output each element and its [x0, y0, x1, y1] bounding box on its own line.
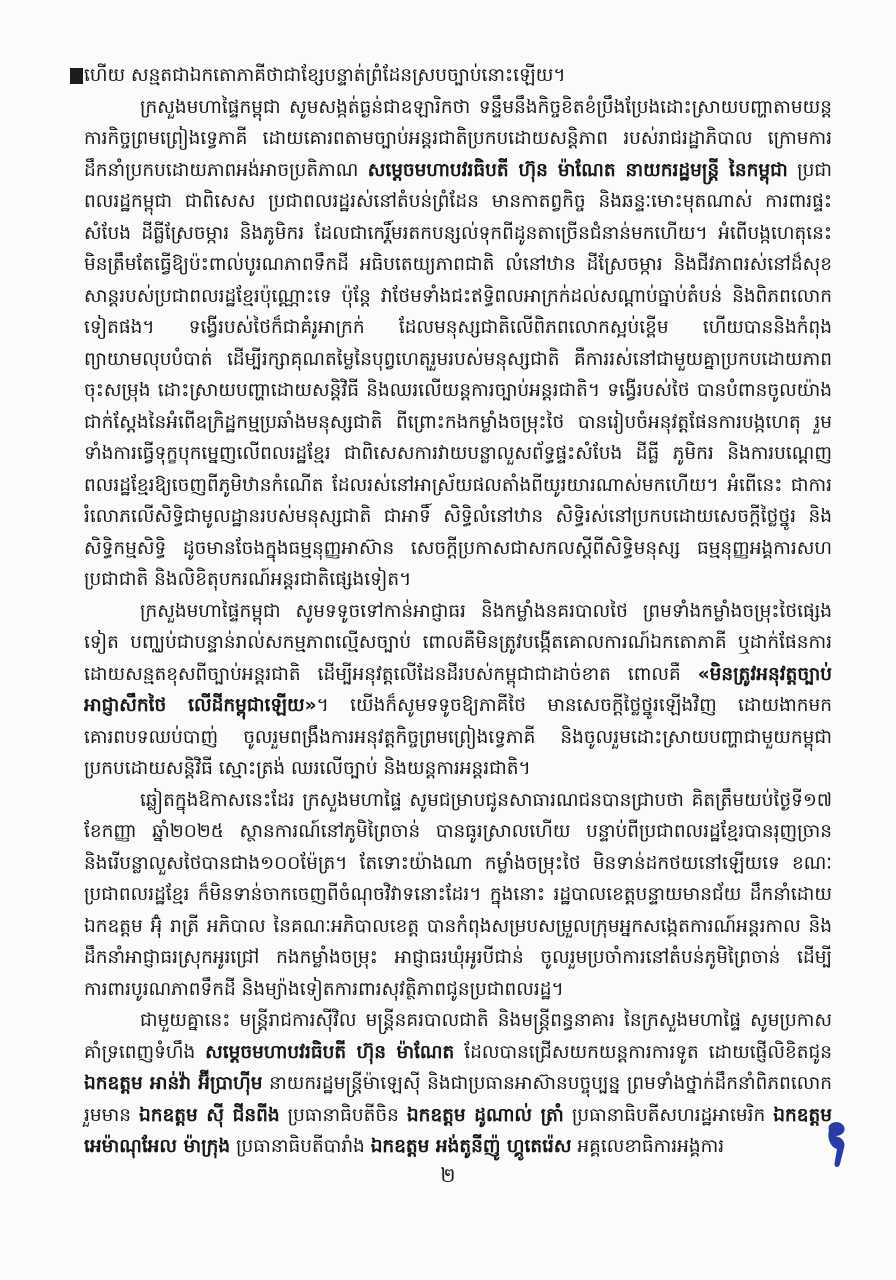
scan-artifact: [70, 68, 83, 84]
bold-text: ឯកឧត្តម ដូណាល់ ត្រាំ: [406, 1104, 564, 1126]
body-text: ប្រធានាធិបតីសហរដ្ឋអាមេរិក: [563, 1104, 774, 1126]
body-text: ប្រជាពលរដ្ឋកម្ពុជា ជាពិសេស ប្រជាពលរដ្ឋរស់នៅតំបន់ព្រំដែន មានកាតព្វកិច្ច និងឆន្ទៈមោះមុតណាស់ ការពារផ្ទះសំបែង ដីធ្លីស្រែចម្ការ និងភូមិករ ដែលជាកេរ្តិ៍មរតកបន្សល់ទុកពីដូនតាច្រើនជំនាន់មកហើយ។ អំពើបង្កហេតុនេះ មិនត្រឹមតែធ្វើឱ្យប៉ះពាល់បូរណភាពទឹកដី អធិបតេយ្យភាពជាតិ លំនៅឋាន ដីស្រែចម្ការ និងជីវភាពរស់នៅដ៏សុខសាន្តរបស់ប្រជាពលរដ្ឋខ្មែរប៉ុណ្ណោះទេ ប៉ុន្តែ វាថែមទាំងជះឥទ្ធិពលអាក្រក់ដល់សណ្តាប់ធ្នាប់តំបន់ និងពិភពលោកទៀតផង។ ទង្វើរបស់ថៃក៏ជាគំរូអាក្រក់ ដែលមនុស្សជាតិលើពិភពលោកស្អប់ខ្ពើម ហើយបាននិងកំពុងព្យាយាមលុបបំបាត់ ដើម្បីរក្សាគុណតម្លៃនៃបុព្វហេតុរួមរបស់មនុស្សជាតិ គឺការរស់នៅជាមួយគ្នាប្រកបដោយភាពចុះសម្រុង ដោះស្រាយបញ្ហាដោយសន្តិវិធី និងឈរលើយន្តការច្បាប់អន្តរជាតិ។ ទង្វើរបស់ថៃ បានបំពានចូលយ៉ាងជាក់ស្តែងនៃអំពើឧក្រិដ្ឋកម្មប្រឆាំងមនុស្សជាតិ ពីព្រោះកងកម្លាំងចម្រុះថៃ បានរៀបចំអនុវត្តផែនការបង្កហេតុ រួមទាំងការធ្វើទុក្ខបុកម្នេញលើពលរដ្ឋខ្មែរ ជាពិសេសការវាយបន្លាលួសព័ទ្ធផ្ទះសំបែង ដីធ្លី ភូមិករ និងការបណ្តេញពលរដ្ឋខ្មែរឱ្យចេញពីភូមិឋានកំណើត ដែលរស់នៅអាស្រ័យផលតាំងពីយូរយារណាស់មកហើយ។ អំពើនេះ ជាការរំលោភលើសិទ្ធិជាមូលដ្ឋានរបស់មនុស្សជាតិ ជាអាទិ៍ សិទ្ធិលំនៅឋាន សិទ្ធិរស់នៅប្រកបដោយសេចក្តីថ្លៃថ្នូរ និងសិទ្ធិកម្មសិទ្ធិ ដូចមានចែងក្នុងធម្មនុញ្ញអាស៊ាន សេចក្តីប្រកាសជាសកលស្តីពីសិទ្ធិមនុស្ស ធម្មនុញ្ញអង្គការសហប្រជាជាតិ និងលិខិតុបករណ៍អន្តរជាតិផ្សេងទៀត។: [84, 159, 832, 590]
body-text: ដែលបានជ្រើសយកយន្តការការទូត ដោយផ្ញើលិខិតជូន: [454, 1041, 832, 1063]
body-text: ប្រធានាធិបតីបារាំង: [230, 1136, 371, 1157]
paragraph: [84, 596, 832, 785]
body-text: ។ យើងក៏សូមទទូចឱ្យភាគីថៃ មានសេចក្តីថ្លៃថ្នូរឡើងវិញ ដោយងាកមកគោរពបទឈប់បាញ់ ចូលរួមពង្រឹងការអនុវត្តកិច្ចព្រមព្រៀងទ្វេភាគី និងចូលរួមដោះស្រាយបញ្ហាជាមួយកម្ពុជាប្រកបដោយសន្តិវិធី ស្មោះត្រង់ ឈរលើច្បាប់ និងយន្តការអន្តរជាតិ។: [84, 695, 832, 779]
bold-text: ឯកឧត្តម ស៊ី ជីនពីង: [139, 1104, 280, 1126]
body-text: ហើយ សន្មតជាឯកតោភាគីថាជាខ្សែបន្ទាត់ព្រំដែនស្របច្បាប់នោះឡើយ។: [84, 65, 566, 86]
body-text: អគ្គលេខាធិការអង្គការ: [571, 1136, 725, 1157]
body-text: ក្រសួងមហាផ្ទៃកម្ពុជា សូមសង្កត់ធ្ងន់ជាឧឡារិកថា ទន្ទឹមនឹងកិច្ចខិតខំប្រឹងប្រែងដោះស្រាយបញ្ហាតាមយន្តការកិច្ចព្រមព្រៀងទ្វេភាគី ដោយគោរពតាមច្បាប់អន្តរជាតិប្រកបដោយសន្តិភាព របស់រាជរដ្ឋាភិបាល ក្រោមការដឹកនាំប្រកបដោយភាពអង់អាចប្រតិភាណ: [84, 96, 832, 181]
bold-text: សម្តេចមហាបវរធិបតី ហ៊ុន ម៉ាណែត: [205, 1041, 455, 1063]
bold-text: ឯកឧត្តម អង់តូនីញ៉ូ ហ្គូតេរ៉េស: [370, 1136, 572, 1157]
paragraph: [84, 785, 832, 1006]
page-number: ២: [440, 1163, 456, 1187]
body-text: ប្រធានាធិបតីចិន: [279, 1104, 407, 1126]
text-block: [84, 60, 832, 1163]
paragraph: [84, 92, 832, 596]
body-text: ក្រសួងមហាផ្ទៃកម្ពុជា សូមទទូចទៅកាន់អាជ្ញាធរ និងកម្លាំងនគរបាលថៃ ព្រមទាំងកម្លាំងចម្រុះថៃផ្សេងទៀត បញ្ឈប់ជាបន្ទាន់រាល់សកម្មភាពល្មើសច្បាប់ ពោលគឺមិនត្រូវបង្កើតគោលការណ៍ឯកតោភាគី ឬដាក់ផែនការដោយសន្មតខុសពីច្បាប់អន្តរជាតិ ដើម្បីអនុវត្តលើដែនដីរបស់កម្ពុជាជាដាច់ខាត ពោលគឺ: [84, 600, 832, 685]
body-text: នាយករដ្ឋមន្ត្រីម៉ាឡេស៊ី និងជាប្រធានអាស៊ានបច្ចុប្បន្ន ព្រមទាំងថ្នាក់ដឹកនាំពិភពលោករួមមាន: [84, 1073, 832, 1126]
body-text: ជាមួយគ្នានេះ មន្ត្រីរាជការស៊ីវិល មន្ត្រីនគរបាលជាតិ និងមន្ត្រីពន្ធនាគារ នៃក្រសួងមហាផ្ទៃ សូមប្រកាសគាំទ្រពេញទំហឹង: [84, 1010, 832, 1063]
body-text: ឆ្លៀតក្នុងឱកាសនេះដែរ ក្រសួងមហាផ្ទៃ សូមជម្រាបជូនសាធារណជនបានជ្រាបថា គិតត្រឹមយប់ថ្ងៃទី១៧ ខែកញ្ញា ឆ្នាំ២០២៥ ស្ថានការណ៍នៅភូមិព្រៃចាន់ បានធូរស្រាលហើយ បន្ទាប់ពីប្រជាពលរដ្ឋខ្មែរបានរុញច្រាន និងរើបន្លាលួសថៃបានជាង១០០ម៉ែត្រ។ តែទោះយ៉ាងណា កម្លាំងចម្រុះថៃ មិនទាន់ដកថយនៅឡើយទេ ខណៈប្រជាពលរដ្ឋខ្មែរ ក៏មិនទាន់ចាកចេញពីចំណុចវិវាទនោះដែរ។ ក្នុងនោះ រដ្ឋបាលខេត្តបន្ទាយមានជ័យ ដឹកនាំដោយ ឯកឧត្តម អ៊ុំ រាត្រី អភិបាល នៃគណៈអភិបាលខេត្ត បានកំពុងសម្របសម្រួលក្រុមអ្នកសង្កេតការណ៍អន្តរកាល និងដឹកនាំអាជ្ញាធរស្រុកអូរជ្រៅ កងកម្លាំងចម្រុះ អាជ្ញាធរឃុំអូរបីជាន់ ចូលរួមប្រចាំការនៅតំបន់ភូមិព្រៃចាន់ ដើម្បីការពារបូរណភាពទឹកដី និងម្យ៉ាងទៀតការពារសុវត្ថិភាពជូនប្រជាពលរដ្ឋ។: [84, 789, 832, 1000]
paragraph: [84, 60, 832, 92]
bold-text: សម្តេចមហាបវរធិបតី ហ៊ុន ម៉ាណែត នាយករដ្ឋមន្ត្រី នៃកម្ពុជា: [367, 159, 788, 181]
ink-pen-stroke: [828, 1122, 844, 1167]
bold-text: ឯកឧត្តម អេម៉ាណុអែល ម៉ាក្រុង: [84, 1104, 832, 1157]
bold-text: «មិនត្រូវអនុវត្តច្បាប់អាជ្ញាសឹកថៃ លើដីកម្ពុជាឡើយ»: [84, 663, 832, 716]
bold-text: ឯកឧត្តម អាន់វ៉ា អ៊ីប្រាហ៊ីម: [84, 1073, 263, 1094]
paragraph: [84, 1005, 832, 1163]
